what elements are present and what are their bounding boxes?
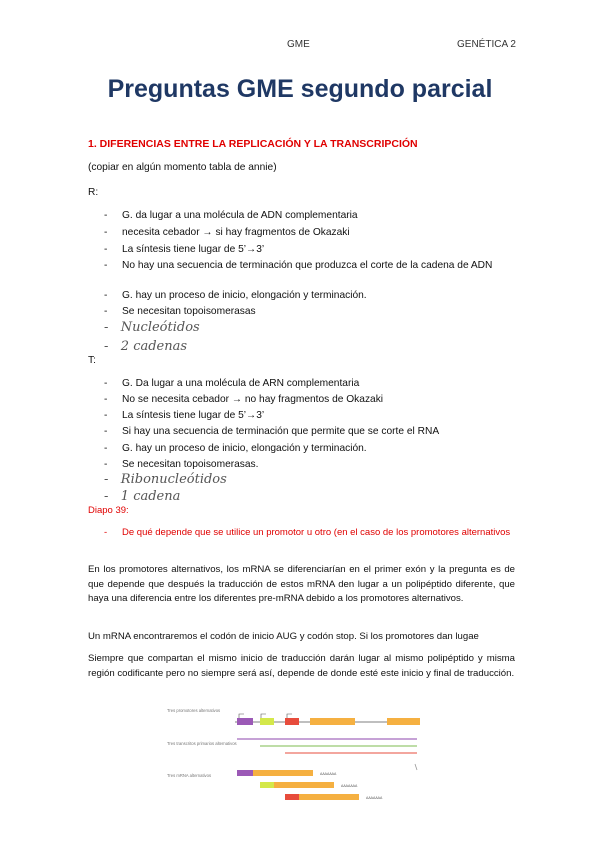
svg-text:AAAAAAA: AAAAAAA: [366, 796, 383, 800]
section-heading: 1. DIFERENCIAS ENTRE LA REPLICACIÓN Y LA TRANSCRIPCIÓN: [88, 138, 418, 150]
handwritten-note: - 2 cadenas: [104, 339, 188, 354]
paragraph: Siempre que compartan el mismo inicio de traducción darán lugar al mismo polipéptido y misma región codificante pero no siempre será así, depende de donde esté este inicio y final de traducción.: [88, 653, 515, 679]
diapo-label: Diapo 39:: [88, 505, 129, 516]
figure-row-label: Tres mRNA alternativos: [167, 773, 212, 778]
section-note: (copiar en algún momento tabla de annie): [88, 162, 277, 173]
page-title: Preguntas GME segundo parcial: [107, 75, 493, 103]
paragraph: Un mRNA encontraremos el codón de inicio AUG y codón stop. Si los promotores dan lugae: [88, 631, 479, 642]
svg-text:AAAAAAA: AAAAAAA: [320, 772, 337, 776]
header-right: GENÉTICA 2: [457, 39, 516, 50]
handwritten-note: - Ribonucleótidos: [104, 472, 227, 487]
header-left: GME: [287, 39, 310, 50]
paragraph: En los promotores alternativos, los mRNA se diferenciarían en el primer exón y la pregunta es de que depende que después la traducción de estos mRNA den lugar a un polipéptido diferente, que haya una diferencia entre los diferentes pre-mRNA debido a los promotores alternativos.: [88, 564, 515, 604]
handwritten-note: - Nucleótidos: [104, 320, 200, 335]
svg-text:AAAAAAA: AAAAAAA: [341, 784, 358, 788]
figure-row-label: Tres promotores alternativos: [167, 708, 221, 713]
r-label: R:: [88, 187, 99, 198]
handwritten-note: - 1 cadena: [104, 489, 181, 504]
t-label: T:: [88, 355, 96, 366]
alternative-promoters-figure: [165, 702, 435, 810]
figure-row-label: Tres transcritos primarios alternativos: [167, 741, 237, 746]
